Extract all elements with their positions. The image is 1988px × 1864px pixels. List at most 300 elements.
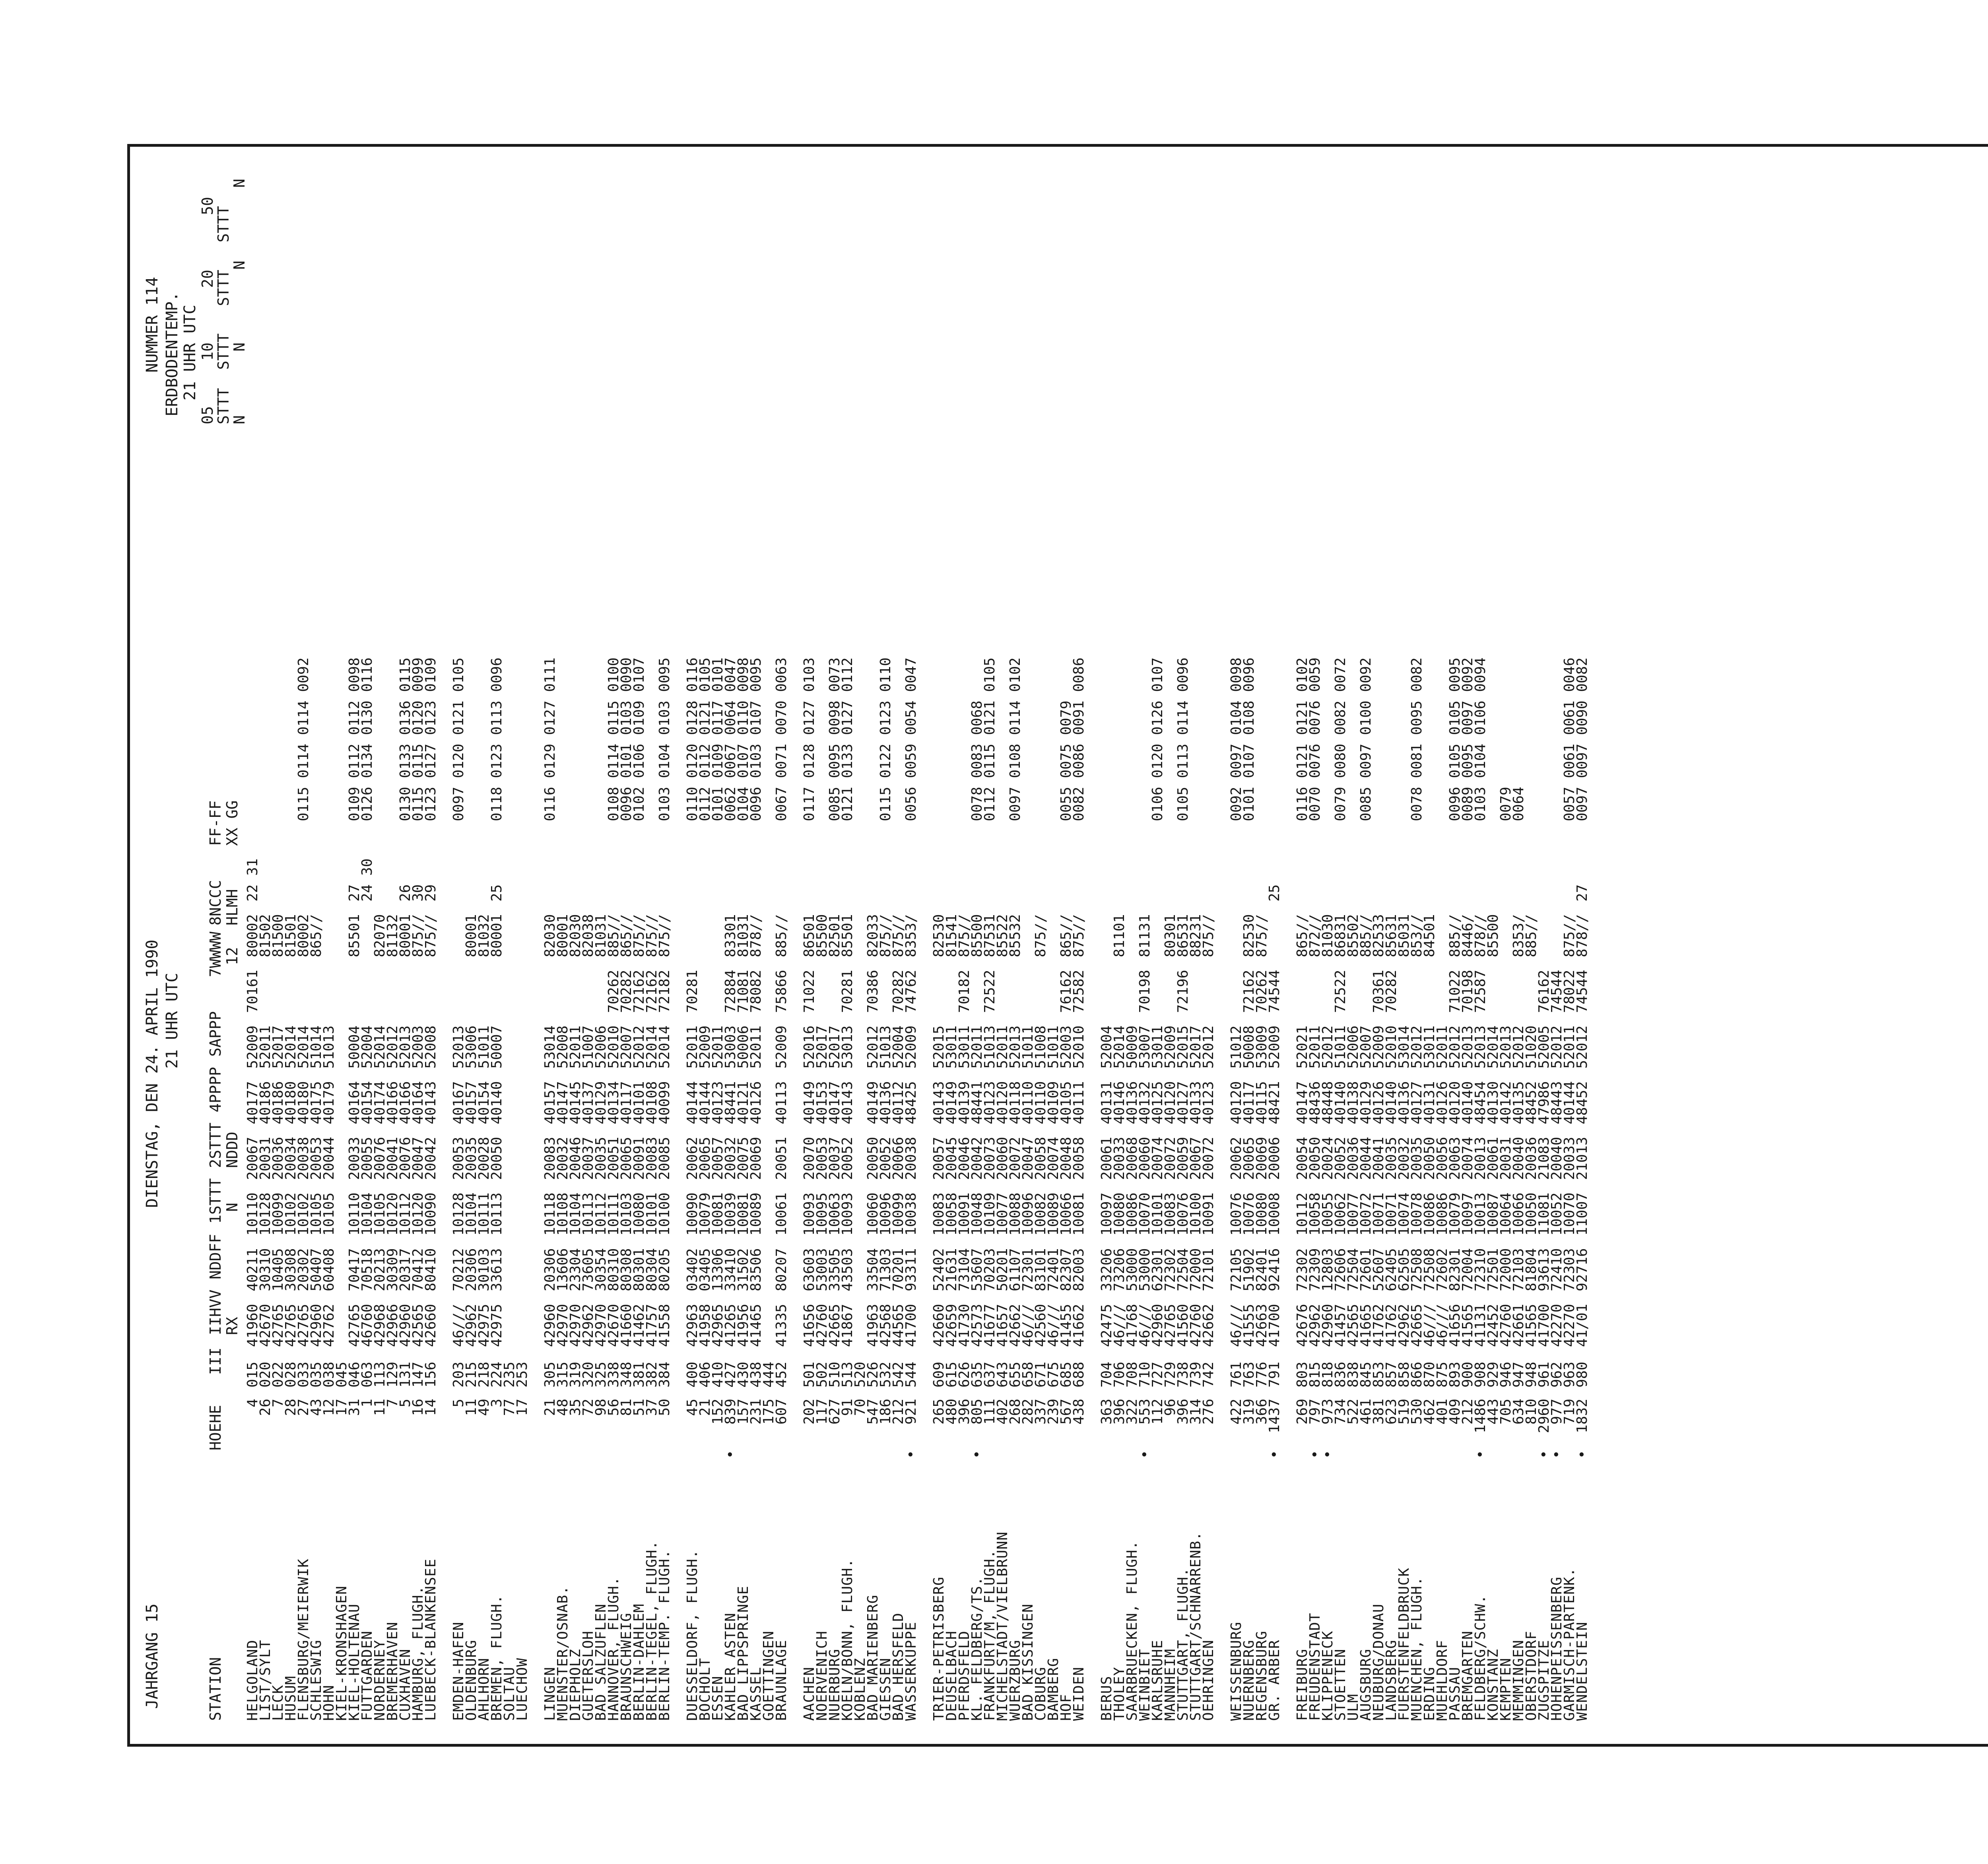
group-sappp: 52014 (656, 1025, 673, 1069)
station-height: 28 (283, 1399, 299, 1416)
group-1sttt: 10104 (359, 1192, 375, 1236)
station-index: 235 (501, 1361, 518, 1388)
group-7wwww (1296, 957, 1309, 1013)
station-height: 16 (410, 1399, 426, 1416)
group-8nccc: 885// (606, 914, 622, 957)
group-4pppp: 40137 (580, 1081, 596, 1124)
mountain-marker (348, 1442, 361, 1462)
group-2sttt: 20067 (1188, 1137, 1204, 1180)
group-7wwww (1035, 957, 1047, 1013)
group-ihvv: 42765 (295, 1304, 312, 1347)
group-sappp: 52014 (372, 1025, 388, 1069)
mountain-marker (775, 1442, 788, 1462)
group-sappp: 52013 (1460, 1025, 1476, 1069)
group-4pppp: 40147 (1294, 1081, 1310, 1124)
group-7wwww (933, 957, 945, 1013)
col-rx: RX (223, 1317, 241, 1335)
group-8nccc: 875// (631, 914, 647, 957)
station-name: WASSERKUPPE (903, 1621, 919, 1721)
mountain-marker (557, 1442, 569, 1462)
group-sappp: 52011 (1434, 1025, 1450, 1069)
group-ffff (1398, 821, 1411, 902)
date-line: DIENSTAG, DEN 24. APRIL 1990 (143, 939, 161, 1208)
group-4pppp (503, 1069, 516, 1124)
group-1sttt: 10087 (1485, 1192, 1501, 1236)
group-ihvv: 42962 (1307, 1304, 1323, 1347)
group-ffff (775, 821, 788, 902)
group-nddff: 72602 (1434, 1248, 1450, 1291)
group-4pppp: 40147 (555, 1081, 571, 1124)
group-sappp: 53014 (1396, 1025, 1412, 1069)
group-nddff: 93613 (1536, 1248, 1552, 1291)
group-sappp: 52021 (1294, 1025, 1310, 1069)
group-7wwww: 78082 (748, 970, 764, 1013)
group-nddff: 92716 (1574, 1248, 1590, 1291)
group-8nccc (323, 902, 336, 957)
group-ihvv: 46/// (1421, 1304, 1438, 1347)
station-height: 734 (1332, 1399, 1349, 1425)
group-ihvv: 42960 (1149, 1304, 1166, 1347)
group-ffff (1139, 821, 1151, 902)
group-1sttt: 10128 (450, 1192, 467, 1236)
group-4pppp: 40111 (1071, 1081, 1087, 1124)
group-2sttt (516, 1124, 529, 1180)
group-2sttt: 20032 (555, 1137, 571, 1180)
group-8nccc: 878// (748, 914, 764, 957)
soil-temperatures: 0115 0122 0123 0110 (878, 657, 894, 821)
group-1sttt: 10088 (1007, 1192, 1023, 1236)
station-name: OLDENBURG (463, 1639, 480, 1721)
mountain-marker (1398, 1442, 1411, 1462)
mountain-marker (1373, 1442, 1385, 1462)
soil-temperatures: 0126 0134 0130 0116 (359, 657, 375, 821)
separator-cell (918, 653, 933, 1721)
group-2sttt: 20074 (1045, 1137, 1062, 1180)
soil-temperatures (1126, 653, 1139, 821)
group-nddff: 72101 (1200, 1248, 1217, 1291)
group-2sttt: 20044 (1358, 1137, 1374, 1180)
group-ihvv: 41558 (656, 1304, 673, 1347)
group-ffff: 27 (1574, 884, 1590, 902)
group-2sttt: 20066 (890, 1137, 907, 1180)
table-row (361, 653, 374, 1721)
mountain-marker (1230, 1442, 1243, 1462)
group-8nccc: 80001 (555, 914, 571, 957)
group-4pppp: 40180 (295, 1081, 312, 1124)
group-sappp: 52017 (270, 1025, 286, 1069)
group-4pppp: 40113 (773, 1081, 790, 1124)
group-8nccc: 875// (878, 914, 894, 957)
group-ffff (712, 821, 724, 902)
group-7wwww: 72582 (1071, 970, 1087, 1013)
group-7wwww (1423, 957, 1436, 1013)
group-nddff: 70203 (982, 1248, 998, 1291)
group-4pppp: 40154 (359, 1081, 375, 1124)
mountain-marker: • (1320, 1450, 1336, 1459)
group-1sttt: 10080 (631, 1192, 647, 1236)
table-row (803, 653, 816, 1721)
group-nddff: 72601 (1358, 1248, 1374, 1291)
group-nddff: 40211 (245, 1248, 261, 1291)
group-nddff: 31502 (735, 1248, 751, 1291)
table-row (879, 653, 892, 1721)
station-name: HOHENPEISSENBERG (1549, 1576, 1565, 1721)
group-8nccc: 82070 (372, 914, 388, 957)
soil-temperatures: 0079 (1498, 787, 1514, 821)
station-index: 526 (865, 1361, 881, 1388)
group-2sttt: 20050 (865, 1137, 881, 1180)
soil-temperatures (310, 653, 323, 821)
group-4pppp: 40179 (321, 1081, 337, 1124)
station-name: STOETTEN (1332, 1648, 1349, 1721)
group-8nccc: 88231 (1188, 914, 1204, 957)
group-2sttt: 20061 (1099, 1137, 1115, 1180)
group-2sttt: 20053 (308, 1137, 324, 1180)
group-4pppp: 40177 (245, 1081, 261, 1124)
group-1sttt: 10095 (814, 1192, 830, 1236)
station-name: PASSAU (1447, 1666, 1463, 1721)
station-height: 1437 (1266, 1399, 1283, 1433)
group-sappp: 52017 (814, 1025, 830, 1069)
group-1sttt: 10058 (1307, 1192, 1323, 1236)
soil-temperatures: 0104 0107 0110 0098 (735, 657, 751, 821)
group-4pppp: 48443 (1549, 1081, 1565, 1124)
station-height: 269 (1294, 1399, 1310, 1425)
group-1sttt: 10071 (1383, 1192, 1400, 1236)
station-index: 513 (839, 1361, 856, 1388)
group-ihvv: 41565 (1460, 1304, 1476, 1347)
table-row (516, 653, 529, 1721)
station-index: 791 (1266, 1361, 1283, 1388)
group-sappp: 51013 (321, 1025, 337, 1069)
mountain-marker (1060, 1442, 1073, 1462)
group-1sttt: 10070 (1137, 1192, 1153, 1236)
group-4pppp: 40153 (814, 1081, 830, 1124)
group-1sttt: 10080 (1111, 1192, 1128, 1236)
group-nddff: 72606 (1332, 1248, 1349, 1291)
station-index: 962 (1549, 1361, 1565, 1388)
station-height: 797 (1307, 1399, 1323, 1425)
group-ffff (816, 821, 829, 902)
group-ffff (1436, 821, 1449, 902)
group-1sttt: 10008 (1266, 1192, 1283, 1236)
group-ffff (1538, 821, 1551, 902)
station-index: 215 (463, 1361, 480, 1388)
group-7wwww (1190, 957, 1202, 1013)
col-hoehe: HOEHE (207, 1405, 224, 1450)
soil-temperatures: 0117 0128 0127 0103 (801, 657, 817, 821)
group-nddff: 62301 (1149, 1248, 1166, 1291)
group-2sttt: 20063 (1447, 1137, 1463, 1180)
table-row (1411, 653, 1423, 1721)
group-1sttt: 10074 (1396, 1192, 1412, 1236)
group-1sttt: 10097 (1460, 1192, 1476, 1236)
group-ffff (1073, 821, 1085, 902)
station-height: 438 (1071, 1399, 1087, 1425)
station-height: 607 (773, 1399, 790, 1425)
group-ffff (1177, 821, 1190, 902)
group-8nccc: 875// (644, 914, 660, 957)
group-2sttt: 20036 (1345, 1137, 1361, 1180)
table-row (491, 653, 503, 1721)
station-index: 038 (321, 1361, 337, 1388)
station-name: MEMMINGEN (1510, 1639, 1527, 1721)
group-1sttt: 10089 (1045, 1192, 1062, 1236)
station-height: 839 (722, 1399, 739, 1425)
station-name: FELDBERG/SCHW. (1472, 1594, 1489, 1721)
station-name: AHLHORN (476, 1658, 492, 1721)
group-nddff: 50201 (994, 1248, 1011, 1291)
station-name: THOLEY (1111, 1666, 1128, 1721)
station-index: 381 (631, 1361, 647, 1388)
mountain-marker (386, 1442, 399, 1462)
station-height: 7 (270, 1399, 286, 1407)
group-sappp: 52003 (410, 1025, 426, 1069)
group-ffff (1347, 821, 1360, 902)
group-1sttt: 10090 (423, 1192, 439, 1236)
station-name: MUEHLDORF (1434, 1639, 1450, 1721)
group-ffff (1243, 821, 1256, 902)
group-ffff (516, 821, 529, 902)
group-4pppp: 40157 (542, 1081, 558, 1124)
group-ihvv: 42963 (684, 1304, 701, 1347)
station-index: 305 (542, 1361, 558, 1388)
station-height: 627 (827, 1399, 843, 1425)
station-name: ERDING (1421, 1666, 1438, 1721)
group-sappp: 52011 (567, 1025, 584, 1069)
station-index: 532 (878, 1361, 894, 1388)
col-4pppp: 4PPPP (207, 1067, 224, 1112)
group-7wwww: 70262 (606, 970, 622, 1013)
soil-temperatures (1256, 653, 1268, 821)
group-4pppp: 40167 (450, 1081, 467, 1124)
station-height: 2960 (1536, 1399, 1552, 1433)
group-4pppp: 48448 (1320, 1081, 1336, 1124)
group-8nccc: 81030 (1320, 914, 1336, 957)
group-8nccc: 885// (1447, 914, 1463, 957)
group-1sttt: 10118 (542, 1192, 558, 1236)
group-7wwww (310, 957, 323, 1013)
station-height: 175 (761, 1399, 777, 1425)
group-7wwww (1500, 957, 1512, 1013)
group-sappp: 52009 (1162, 1025, 1178, 1069)
station-height: 282 (1020, 1399, 1036, 1425)
group-ffff (1411, 821, 1423, 902)
group-7wwww: 76162 (1536, 970, 1552, 1013)
soil-temperatures (465, 653, 478, 821)
mountain-marker (1101, 1442, 1113, 1462)
group-ffff (1500, 821, 1512, 902)
col-8nccc: 8NCCC (207, 880, 224, 925)
station-index: 704 (1099, 1361, 1115, 1388)
group-4pppp: 40126 (1371, 1081, 1387, 1124)
group-2sttt: 20036 (1523, 1137, 1540, 1180)
col-station: STATION (207, 1657, 224, 1721)
group-4pppp: 40129 (1358, 1081, 1374, 1124)
station-index: 739 (1188, 1361, 1204, 1388)
table-row (1538, 653, 1551, 1721)
group-1sttt: 10108 (555, 1192, 571, 1236)
group-2sttt: 20059 (1175, 1137, 1191, 1180)
group-ffff (1190, 821, 1202, 902)
group-8nccc: 82033 (865, 914, 881, 957)
group-sappp: 52012 (1574, 1025, 1590, 1069)
group-sappp: 52011 (1307, 1025, 1323, 1069)
station-height: 634 (1510, 1399, 1527, 1425)
group-1sttt: 10038 (903, 1192, 919, 1236)
station-name: KLIPPENECK (1320, 1631, 1336, 1721)
mountain-marker (272, 1442, 285, 1462)
group-4pppp: 40147 (827, 1081, 843, 1124)
soil-temperatures (945, 653, 958, 821)
group-ffff (1385, 821, 1398, 902)
group-sappp (503, 1013, 516, 1069)
group-ffff (1035, 821, 1047, 902)
group-ffff (1126, 821, 1139, 902)
station-height: 27 (295, 1399, 312, 1416)
group-1sttt: 10120 (384, 1192, 401, 1236)
group-ffff (1512, 821, 1525, 902)
mountain-marker (1113, 1442, 1126, 1462)
group-ihvv: 42660 (931, 1304, 947, 1347)
group-ffff (544, 821, 557, 902)
table-row (1202, 653, 1215, 1721)
station-height: 5 (397, 1399, 414, 1407)
station-index: 410 (710, 1361, 726, 1388)
group-8nccc: 872// (1307, 914, 1323, 957)
station-index: 818 (1320, 1361, 1336, 1388)
group-8nccc: 875// (1033, 914, 1049, 957)
station-index: 502 (814, 1361, 830, 1388)
group-ihvv: 41757 (644, 1304, 660, 1347)
group-sappp: 52014 (1485, 1025, 1501, 1069)
group-1sttt: 10110 (346, 1192, 363, 1236)
separator-cell (1085, 653, 1101, 1721)
group-ffff (1151, 821, 1164, 902)
station-index: 963 (1561, 1361, 1578, 1388)
group-nddff: 92416 (1266, 1248, 1283, 1291)
group-2sttt: 20062 (684, 1137, 701, 1180)
group-ihvv: 42475 (1099, 1304, 1115, 1347)
group-1sttt: 10097 (1099, 1192, 1115, 1236)
station-height: 91 (839, 1399, 856, 1416)
mountain-marker (412, 1442, 425, 1462)
station-name: WUERZBURG (1007, 1639, 1023, 1721)
group-2sttt: 20053 (450, 1137, 467, 1180)
group-8nccc: 85631 (1383, 914, 1400, 957)
group-nddff: 83101 (1033, 1248, 1049, 1291)
group-8nccc: 885// (1358, 914, 1374, 957)
group-nddff (516, 1236, 529, 1291)
group-2sttt: 20069 (1254, 1137, 1270, 1180)
group-7wwww: 78022 (1561, 970, 1578, 1013)
table-row (854, 653, 867, 1721)
group-7wwww (1009, 957, 1022, 1013)
group-4pppp: 40136 (878, 1081, 894, 1124)
station-index: 815 (1307, 1361, 1323, 1388)
group-ihvv: 41867 (839, 1304, 856, 1347)
group-ffff: 25 (489, 884, 505, 902)
group-ffff (1202, 821, 1215, 902)
mountain-marker (699, 1442, 712, 1462)
group-nddff: 81804 (1523, 1248, 1540, 1291)
group-sappp: 52012 (1320, 1025, 1336, 1069)
group-4pppp: 40143 (839, 1081, 856, 1124)
mountain-marker (984, 1442, 996, 1462)
group-sappp: 52012 (1510, 1025, 1527, 1069)
station-index: 776 (1254, 1361, 1270, 1388)
soil-temperatures: 0097 0097 0090 0082 (1574, 657, 1590, 821)
group-7wwww: 70282 (618, 970, 635, 1013)
group-8nccc: 85501 (346, 914, 363, 957)
station-index: 803 (1294, 1361, 1310, 1388)
station-name: KOELN/BONN, FLUGH. (839, 1558, 856, 1721)
station-height: 810 (1523, 1399, 1540, 1425)
station-name: NEUBURG/DONAU (1371, 1604, 1387, 1721)
group-nddff: 43503 (839, 1248, 856, 1291)
group-1sttt (503, 1180, 516, 1236)
group-1sttt: 10099 (890, 1192, 907, 1236)
table-row (259, 653, 272, 1721)
group-nddff (503, 1236, 516, 1291)
group-sappp: 51012 (1228, 1025, 1244, 1069)
group-4pppp: 40125 (1149, 1081, 1166, 1124)
group-1sttt: 10083 (931, 1192, 947, 1236)
station-height: 567 (1058, 1399, 1074, 1425)
station-index: 028 (283, 1361, 299, 1388)
station-height: 719 (1561, 1399, 1578, 1425)
group-8nccc: 81501 (283, 914, 299, 957)
group-2sttt: 20006 (1266, 1137, 1283, 1180)
group-7wwww (503, 957, 516, 1013)
station-name: MUENSTER/OSNAB. (555, 1585, 571, 1721)
group-ffff (984, 821, 996, 902)
group-ffff (763, 821, 775, 902)
group-sappp: 50006 (735, 1025, 751, 1069)
group-ihvv: 42565 (410, 1304, 426, 1347)
station-height: 72 (580, 1399, 596, 1416)
group-ihvv: 42662 (1200, 1304, 1217, 1347)
group-4pppp: 40127 (1175, 1081, 1191, 1124)
group-2sttt: 20060 (1137, 1137, 1153, 1180)
group-8nccc: 82533 (1371, 914, 1387, 957)
table-row (750, 653, 763, 1721)
group-nddff: 51902 (1241, 1248, 1257, 1291)
group-ffff (1360, 821, 1373, 902)
group-7wwww (386, 957, 399, 1013)
group-8nccc: 80002 (245, 914, 261, 957)
soil-temperatures: 0064 (1510, 787, 1527, 821)
group-2sttt: 20061 (1485, 1137, 1501, 1180)
table-row (323, 653, 336, 1721)
jahrgang-label: JAHRGANG 15 (143, 1604, 161, 1709)
group-ffff (633, 821, 646, 902)
group-sappp: 51014 (308, 1025, 324, 1069)
group-8nccc (699, 902, 712, 957)
group-nddff: 70518 (359, 1248, 375, 1291)
group-1sttt: 10096 (878, 1192, 894, 1236)
group-1sttt (516, 1180, 529, 1236)
soil-temperatures: 0085 0097 0100 0092 (1358, 657, 1374, 821)
station-name: DUESSELDORF, FLUGH. (684, 1549, 701, 1721)
station-name: HANNOVER, FLUGH. (606, 1576, 622, 1721)
soil-temperatures: 0105 0113 0114 0096 (1175, 657, 1191, 821)
group-nddff: 73206 (1111, 1248, 1128, 1291)
group-4pppp: 40120 (994, 1081, 1011, 1124)
station-height: 623 (1383, 1399, 1400, 1425)
station-name: KASSEL (748, 1666, 764, 1721)
group-1sttt: 10112 (397, 1192, 414, 1236)
